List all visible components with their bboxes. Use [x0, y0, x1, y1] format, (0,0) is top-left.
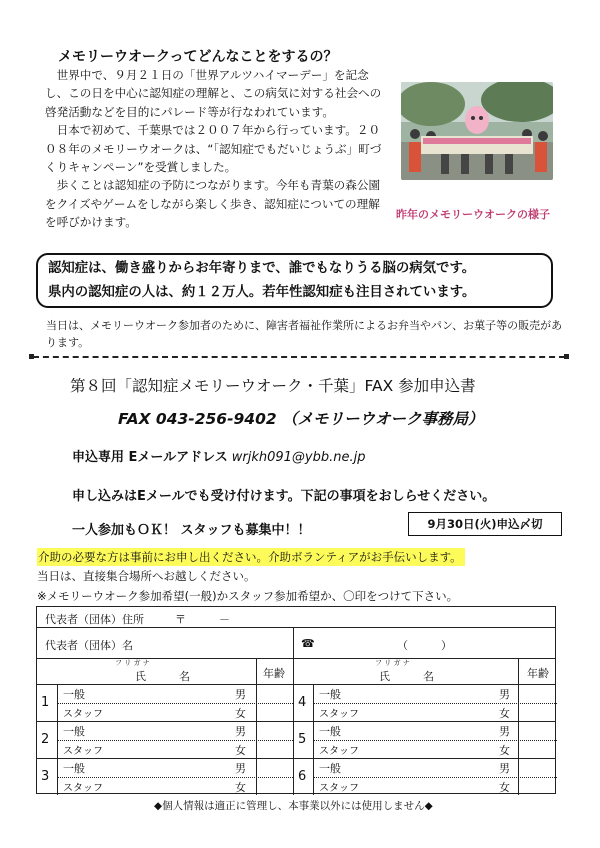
address-label: 代表者（団体）住所 [45, 613, 144, 626]
row-number-5: 5 [298, 732, 307, 747]
assistance-note: 介助の必要な方は事前にお申し出ください。介助ボランティアがお手伝いします。 [37, 548, 465, 566]
row-number-4: 4 [298, 695, 307, 710]
staff-label: スタッフ [319, 709, 359, 720]
male-label: 男 [499, 762, 510, 775]
col-name-right: 氏 名 [379, 670, 434, 683]
row-number-1: 1 [41, 695, 50, 710]
form-title: 第８回「認知症メモリーウオーク・千葉」FAX 参加申込書 [70, 377, 476, 395]
male-label: 男 [499, 725, 510, 738]
female-label: 女 [499, 744, 510, 757]
general-label: 一般 [319, 762, 341, 775]
phone-icon: ☎ [301, 637, 315, 650]
email-address: wrjkh091@ybb.ne.jp [231, 450, 366, 465]
event-photo [401, 82, 553, 180]
col-age-left: 年齢 [263, 667, 285, 680]
row-number-2: 2 [41, 732, 50, 747]
male-label: 男 [499, 688, 510, 701]
male-label: 男 [235, 725, 246, 738]
intro-paragraph-3: 歩くことは認知症の予防につながります。今年も青葉の森公園をクイズやゲームをしながら楽しく歩き、認知症についての理解を呼びかけます。 [45, 178, 381, 230]
staff-label: スタッフ [319, 746, 359, 757]
application-form [36, 606, 556, 794]
row-number-6: 6 [298, 769, 307, 784]
privacy-footer: ◆個人情報は適正に管理し、本事業以外には使用しません◆ [154, 800, 433, 812]
direct-note: 当日は、直接集合場所へお越しください。 [37, 569, 256, 583]
furigana-left: フ リ ガ ナ [115, 659, 150, 667]
photo-caption: 昨年のメモリーウオークの様子 [396, 208, 550, 221]
callout-box [36, 253, 553, 308]
email-line [72, 446, 366, 465]
general-label: 一般 [319, 725, 341, 738]
staff-label: スタッフ [63, 709, 103, 720]
staff-label: スタッフ [63, 783, 103, 794]
row-number-3: 3 [41, 769, 50, 784]
postal-mark: 〒 － [175, 613, 230, 626]
col-age-right: 年齢 [527, 667, 549, 680]
phone-parentheses: （ ） [397, 639, 452, 652]
general-label: 一般 [319, 688, 341, 701]
male-label: 男 [235, 762, 246, 775]
cut-line-end-dot [564, 354, 569, 359]
email-accept-text: 申し込みはEメールでも受け付けます。下記の事項をおしらせください。 [72, 489, 496, 504]
callout-line-1: 認知症は、働き盛りからお年寄りまで、誰でもなりうる脳の病気です。 [48, 261, 476, 276]
staff-label: スタッフ [319, 783, 359, 794]
cut-line [33, 356, 565, 358]
name-label: 代表者（団体）名 [45, 639, 133, 652]
female-label: 女 [499, 781, 510, 794]
male-label: 男 [235, 688, 246, 701]
col-name-left: 氏 名 [135, 670, 190, 683]
female-label: 女 [235, 707, 246, 720]
general-label: 一般 [63, 725, 85, 738]
intro-paragraph-2: 日本で初めて、千葉県では２００７年から行っています。２００８年のメモリーウオークは、“「認知症でもだいじょうぶ」町づくりキャンペーン”を受賞しました。 [45, 123, 382, 175]
callout-line-2: 県内の認知症の人は、約１２万人。若年性認知症も注目されています。 [48, 285, 476, 300]
general-label: 一般 [63, 688, 85, 701]
deadline-badge: 9月30日(火)申込〆切 [408, 512, 562, 536]
female-label: 女 [235, 781, 246, 794]
intro-text [45, 66, 391, 232]
section-heading: メモリーウオークってどんなことをするの？ [58, 49, 338, 65]
staff-label: スタッフ [63, 746, 103, 757]
intro-paragraph-1: 世界中で、９月２１日の「世界アルツハイマーデー」を記念し、この日を中心に認知症の理解と、この病気に対する社会への啓発活動などを目的にパレード等が行なわれています。 [45, 68, 382, 119]
furigana-right: フ リ ガ ナ [375, 659, 410, 667]
email-label: 申込専用 Eメールアドレス [72, 450, 228, 465]
female-label: 女 [499, 707, 510, 720]
choice-instruction: ※メモリーウオーク参加希望(一般)かスタッフ参加希望か、〇印をつけて下さい。 [37, 589, 459, 603]
cut-line-start-dot [29, 354, 34, 359]
female-label: 女 [235, 744, 246, 757]
general-label: 一般 [63, 762, 85, 775]
solo-welcome-text: 一人参加もＯＫ！ スタッフも募集中！！ [72, 523, 311, 538]
sales-note: 当日は、メモリーウオーク参加者のために、障害者福祉作業所によるお弁当やパン、お菓子等の販売があります。 [46, 319, 563, 349]
fax-number: FAX 043-256-9402 （メモリーウオーク事務局） [118, 410, 484, 428]
